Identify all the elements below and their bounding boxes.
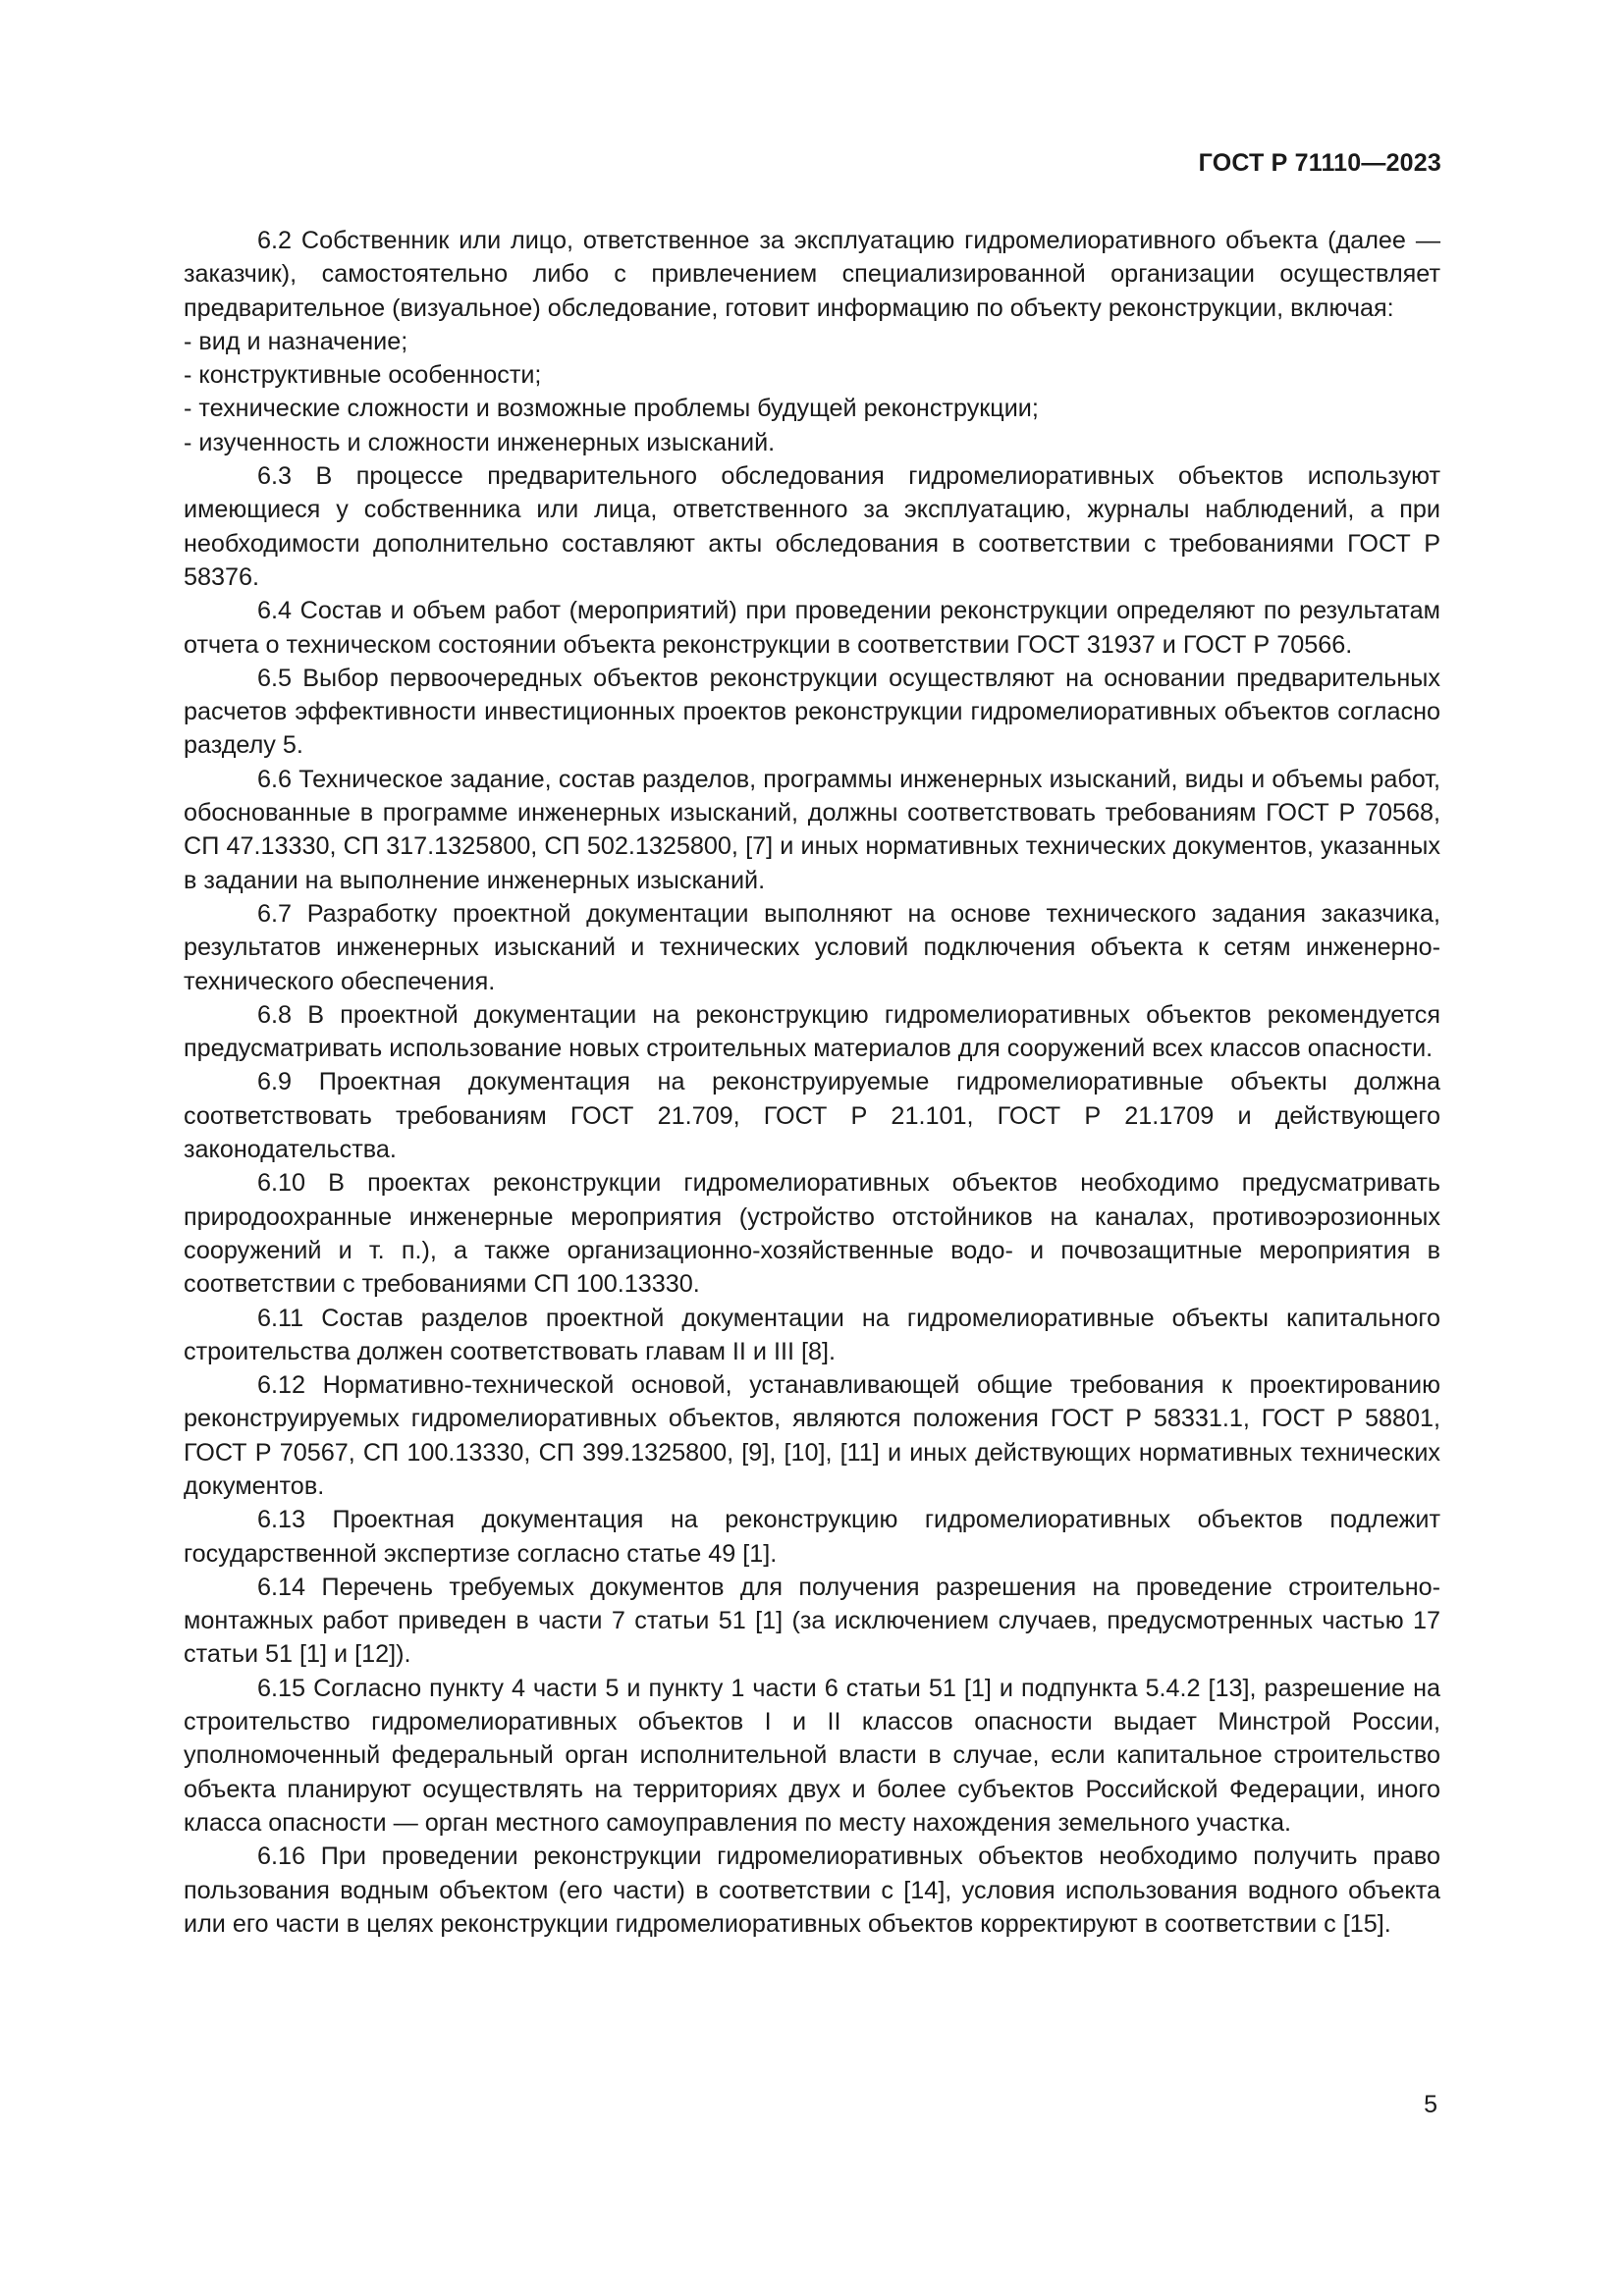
paragraph-text: Согласно пункту 4 части 5 и пункту 1 части 6 статьи 51 [1] и подпункта 5.4.2 [13], разрешение на строительство гидромелиоративных объектов I и II классов опасности выдает Минстрой России, уполномоченный федеральный орган исполнительной власти в случае, если капитальное строительство объекта планируют осуществлять на территориях двух и более субъектов Российской Федерации, иного класса опасности — орган местного самоуправления по месту нахождения земельного участка. [184, 1674, 1440, 1837]
document-header: ГОСТ Р 71110—2023 [1198, 149, 1441, 177]
paragraph-number: 6.9 [257, 1068, 293, 1096]
paragraph-number: 6.4 [257, 597, 293, 625]
paragraph-number: 6.16 [257, 1842, 306, 1871]
list-item [184, 325, 1440, 358]
list-item-text: - конструктивные особенности; [184, 361, 542, 390]
paragraph-text: Нормативно-технической основой, устанавливающей общие требования к проектированию реконструируемых гидромелиоративных объектов, являются положения ГОСТ Р 58331.1, ГОСТ Р 58801, ГОСТ Р 70567, СП 100.13330, СП 399.1325800, [9], [10], [11] и иных действующих нормативных технических документов. [184, 1371, 1441, 1500]
list-item [184, 358, 1440, 392]
paragraph-number: 6.3 [257, 462, 293, 491]
paragraph-text: Проектная документация на реконструируемые гидромелиоративные объекты должна соответствовать требованиям ГОСТ 21.709, ГОСТ Р 21.101, ГОСТ Р 21.1709 и действующего законодательства. [184, 1068, 1440, 1164]
paragraph-number: 6.15 [257, 1674, 306, 1702]
paragraph-text: В проектах реконструкции гидромелиоративных объектов необходимо предусматривать природоохранные инженерные мероприятия (устройство отстойников на каналах, противоэрозионных сооружений и т. п.), а также организационно-хозяйственные водо- и почвозащитные мероприятия в соответствии с требованиями СП 100.13330. [184, 1169, 1440, 1299]
paragraph-6-3 [184, 459, 1440, 594]
paragraph-6-13 [184, 1503, 1440, 1571]
paragraph-6-11 [184, 1302, 1440, 1369]
paragraph-6-7 [184, 897, 1440, 998]
paragraph-number: 6.7 [257, 899, 293, 928]
paragraph-number: 6.6 [257, 765, 293, 793]
page-number: 5 [1424, 2091, 1437, 2118]
paragraph-6-12 [184, 1368, 1440, 1503]
paragraph-6-2 [184, 224, 1440, 325]
paragraph-6-9 [184, 1065, 1440, 1166]
paragraph-text: Состав и объем работ (мероприятий) при проведении реконструкции определяют по результатам отчета о техническом состоянии объекта реконструкции в соответствии ГОСТ 31937 и ГОСТ Р 70566. [184, 597, 1441, 659]
paragraph-text: В проектной документации на реконструкцию гидромелиоративных объектов рекомендуется предусматривать использование новых строительных материалов для сооружений всех классов опасности. [184, 1000, 1440, 1063]
list-item-text: - вид и назначение; [184, 327, 408, 355]
paragraph-number: 6.14 [257, 1573, 306, 1601]
paragraph-6-5 [184, 662, 1440, 763]
list-item-text: - технические сложности и возможные проблемы будущей реконструкции; [184, 395, 1039, 423]
paragraph-number: 6.10 [257, 1169, 306, 1198]
paragraph-number: 6.13 [257, 1506, 306, 1534]
list-item-text: - изученность и сложности инженерных изысканий. [184, 428, 776, 456]
paragraph-6-8 [184, 998, 1440, 1066]
paragraph-text: Разработку проектной документации выполняют на основе технического задания заказчика, результатов инженерных изысканий и технических условий подключения объекта к сетям инженерно-технического обеспечения. [184, 899, 1440, 995]
paragraph-6-6 [184, 763, 1440, 897]
paragraph-number: 6.5 [257, 664, 293, 692]
paragraph-number: 6.12 [257, 1371, 306, 1400]
paragraph-text: Состав разделов проектной документации на гидромелиоративные объекты капитального строительства должен соответствовать главам II и III [8]. [184, 1304, 1440, 1365]
paragraph-6-15 [184, 1672, 1440, 1840]
paragraph-6-16 [184, 1840, 1440, 1941]
paragraph-text: Перечень требуемых документов для получения разрешения на проведение строительно-монтажных работ приведен в части 7 статьи 51 [1] (за исключением случаев, предусмотренных частью 17 статьи 51 [1] и [12]). [184, 1573, 1440, 1669]
paragraph-6-10 [184, 1166, 1440, 1301]
list-item [184, 426, 1440, 459]
list-item [184, 392, 1440, 425]
paragraph-text: При проведении реконструкции гидромелиоративных объектов необходимо получить право пользования водным объектом (его части) в соответствии с [14], условия использования водного объекта или его части в целях реконструкции гидромелиоративных объектов корректируют в соответствии с [15]. [184, 1842, 1440, 1938]
paragraph-6-14 [184, 1571, 1440, 1672]
document-body [184, 224, 1440, 1941]
paragraph-text: Техническое задание, состав разделов, программы инженерных изысканий, виды и объемы работ, обоснованные в программе инженерных изысканий, должны соответствовать требованиям ГОСТ Р 70568, СП 47.13330, СП 317.1325800, СП 502.1325800, [7] и иных нормативных технических документов, указанных в задании на выполнение инженерных изысканий. [184, 765, 1441, 894]
paragraph-number: 6.11 [257, 1304, 304, 1332]
paragraph-number: 6.8 [257, 1000, 293, 1029]
paragraph-text: Проектная документация на реконструкцию гидромелиоративных объектов подлежит государственной экспертизе согласно статье 49 [1]. [184, 1506, 1441, 1568]
paragraph-text: В процессе предварительного обследования гидромелиоративных объектов используют имеющиеся у собственника или лица, ответственного за эксплуатацию, журналы наблюдений, а при необходимости дополнительно составляют акты обследования в соответствии с требованиями ГОСТ Р 58376. [184, 462, 1441, 591]
paragraph-text: Выбор первоочередных объектов реконструкции осуществляют на основании предварительных расчетов эффективности инвестиционных проектов реконструкции гидромелиоративных объектов согласно разделу 5. [184, 664, 1440, 760]
paragraph-number: 6.2 [257, 227, 293, 254]
paragraph-text: Собственник или лицо, ответственное за эксплуатацию гидромелиоративного объекта (далее — заказчик), самостоятельно либо с привлечением специализированной организации осуществляет предварительное (визуальное) обследование, готовит информацию по объекту реконструкции, включая: [184, 227, 1441, 322]
paragraph-6-4 [184, 594, 1440, 662]
